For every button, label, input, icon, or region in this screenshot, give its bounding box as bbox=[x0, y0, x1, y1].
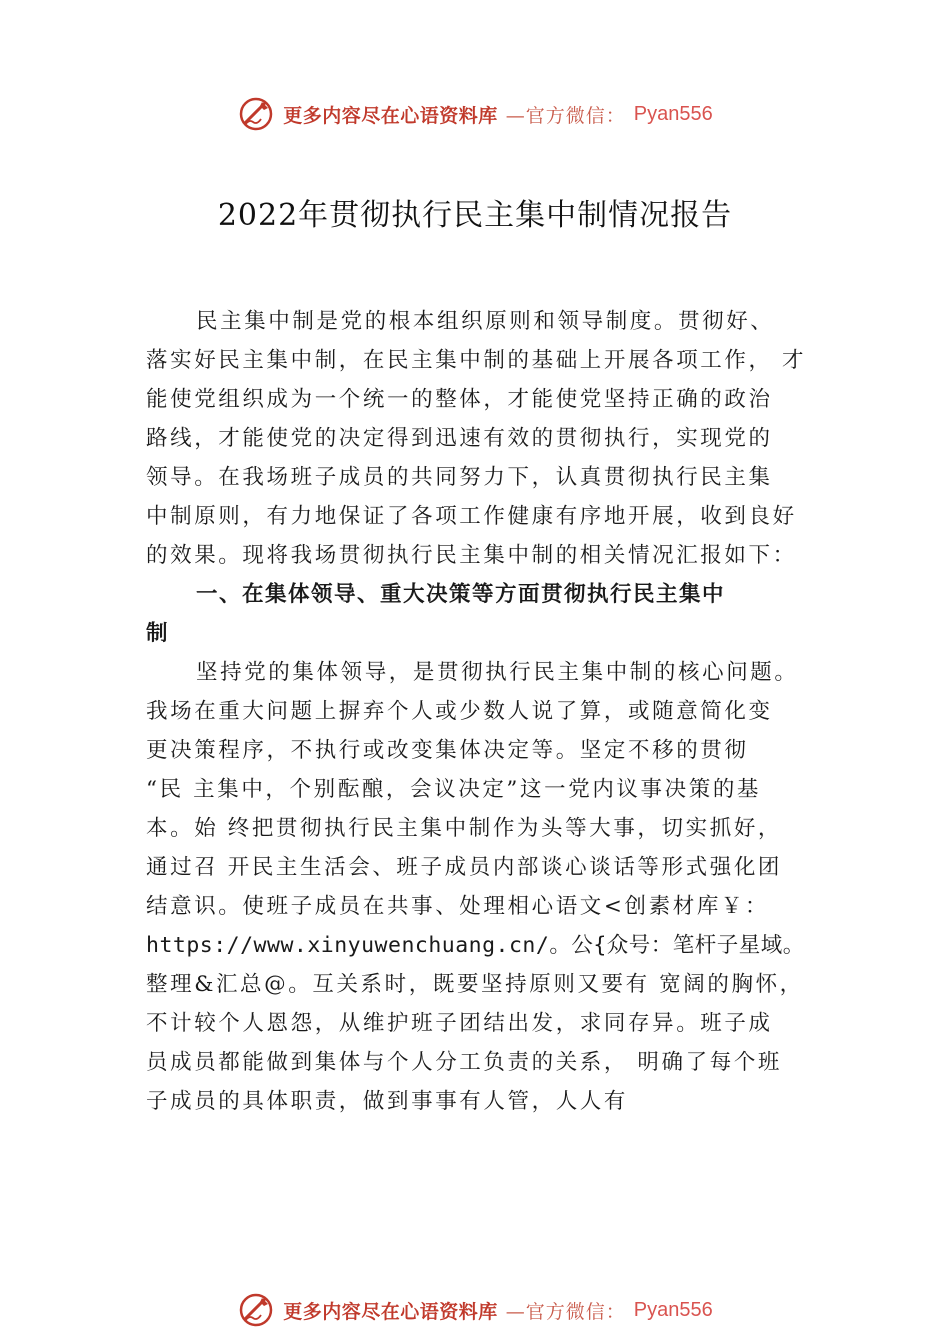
paragraph-line: 我场在重大问题上摒弃个人或少数人说了算，或随意简化变 bbox=[146, 699, 773, 724]
paragraph-line: 坚持党的集体领导，是贯彻执行民主集中制的核心问题。 bbox=[196, 660, 799, 685]
section-heading-cont: 制 bbox=[146, 621, 170, 646]
section-heading: 一、在集体领导、重大决策等方面贯彻执行民主集中 bbox=[196, 582, 726, 607]
header-wechat-label: —官方微信： bbox=[505, 104, 626, 127]
paragraph-line: 更决策程序，不执行或改变集体决定等。坚定不移的贯彻 bbox=[146, 738, 749, 763]
paragraph-line: 的效果。现将我场贯彻执行民主集中制的相关情况汇报如下： bbox=[146, 543, 797, 568]
page-title: 2022年贯彻执行民主集中制情况报告 bbox=[217, 198, 733, 233]
footer-wechat-label: —官方微信： bbox=[505, 1300, 626, 1323]
paragraph-line: 落实好民主集中制，在民主集中制的基础上开展各项工作， 才 bbox=[146, 348, 807, 373]
paragraph-line: 整理&汇总@。互关系时，既要坚持原则又要有 宽阔的胸怀， bbox=[146, 972, 804, 997]
paragraph-line: 员成员都能做到集体与个人分工负责的关系， 明确了每个班 bbox=[146, 1050, 783, 1075]
pen-seal-logo-icon bbox=[237, 95, 275, 133]
pen-seal-logo-icon bbox=[237, 1291, 275, 1329]
header-banner bbox=[0, 92, 950, 136]
paragraph-line: 领导。在我场班子成员的共同努力下，认真贯彻执行民主集 bbox=[146, 465, 773, 490]
url-line: https://www.xinyuwenchuang.cn/。公{众号：笔杆子星域。 bbox=[146, 933, 805, 958]
header-wechat-id: Pyan556 bbox=[633, 102, 713, 125]
paragraph-line: 本。始 终把贯彻执行民主集中制作为头等大事，切实抓好， bbox=[146, 816, 783, 841]
paragraph-line: 路线，才能使党的决定得到迅速有效的贯彻执行，实现党的 bbox=[146, 426, 773, 451]
paragraph-line: 民主集中制是党的根本组织原则和领导制度。贯彻好、 bbox=[196, 309, 775, 334]
paragraph-line: 不计较个人恩怨，从维护班子团结出发，求同存异。班子成 bbox=[146, 1011, 773, 1036]
paragraph-line: 通过召 开民主生活会、班子成员内部谈心谈话等形式强化团 bbox=[146, 855, 783, 880]
footer-site-text: 更多内容尽在心语资料库 bbox=[283, 1300, 498, 1323]
header-site-text: 更多内容尽在心语资料库 bbox=[283, 104, 498, 127]
paragraph-line: 能使党组织成为一个统一的整体，才能使党坚持正确的政治 bbox=[146, 387, 773, 412]
paragraph-line: 中制原则，有力地保证了各项工作健康有序地开展，收到良好 bbox=[146, 504, 797, 529]
paragraph-line: 子成员的具体职责，做到事事有人管，人人有 bbox=[146, 1089, 629, 1114]
document-body bbox=[146, 302, 826, 1121]
footer-banner bbox=[0, 1288, 950, 1332]
paragraph-line: “民 主集中，个别酝酿，会议决定”这一党内议事决策的基 bbox=[146, 777, 762, 802]
paragraph-line: 结意识。使班子成员在共事、处理相心语文<创素材库￥： bbox=[146, 894, 770, 919]
footer-wechat-id: Pyan556 bbox=[633, 1298, 713, 1321]
